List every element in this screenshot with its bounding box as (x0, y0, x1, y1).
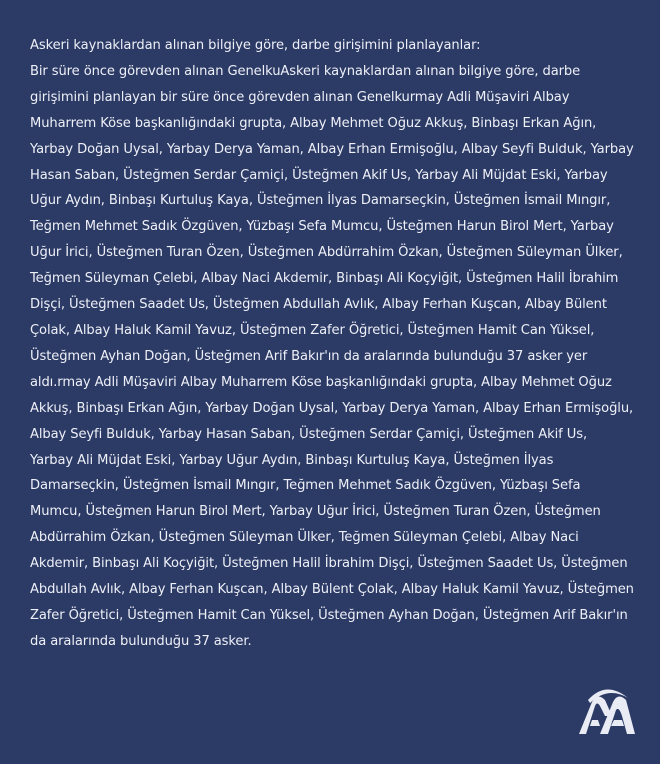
article-text (30, 33, 634, 655)
article-heading: Askeri kaynaklardan alınan bilgiye göre, darbe girişimini planlayanlar: (30, 38, 481, 53)
article-body: Bir süre önce görevden alınan GenelkuAskeri kaynaklardan alınan bilgiye göre, darbe girişimini planlayan bir süre önce görevden alınan Genelkurmay Adli Müşaviri Albay Muharrem Köse başkanlığındaki grupta, Albay Mehmet Oğuz Akkuş, Binbaşı Erkan Ağın, Yarbay Doğan Uysal, Yarbay Derya Yaman, Albay Erhan Ermişoğlu, Albay Seyfi Bulduk, Yarbay Hasan Saban, Üsteğmen Serdar Çamiçi, Üsteğmen Akif Us, Yarbay Ali Müjdat Eski, Yarbay Uğur Aydın, Binbaşı Kurtuluş Kaya, Üsteğmen İlyas Damarseçkin, Üsteğmen İsmail Mıngır, Teğmen Mehmet Sadık Özgüven, Yüzbaşı Sefa Mumcu, Üsteğmen Harun Birol Mert, Yarbay Uğur İrici, Üsteğmen Turan Özen, Üsteğmen Abdürrahim Özkan, Üsteğmen Süleyman Ülker, Teğmen Süleyman Çelebi, Albay Naci Akdemir, Binbaşı Ali Koçyiğit, Üsteğmen Halil İbrahim Dişçi, Üsteğmen Saadet Us, Üsteğmen Abdullah Avlık, Albay Ferhan Kuşcan, Albay Bülent Çolak, Albay Haluk Kamil Yavuz, Üsteğmen Zafer Öğretici, Üsteğmen Hamit Can Yüksel, Üsteğmen Ayhan Doğan, Üsteğmen Arif Bakır'ın da aralarında bulunduğu 37 asker yer aldı.rmay Adli Müşaviri Albay Muharrem Köse başkanlığındaki grupta, Albay Mehmet Oğuz Akkuş, Binbaşı Erkan Ağın, Yarbay Doğan Uysal, Yarbay Derya Yaman, Albay Erhan Ermişoğlu, Albay Seyfi Bulduk, Yarbay Hasan Saban, Üsteğmen Serdar Çamiçi, Üsteğmen Akif Us, Yarbay Ali Müjdat Eski, Yarbay Uğur Aydın, Binbaşı Kurtuluş Kaya, Üsteğmen İlyas Damarseçkin, Üsteğmen İsmail Mıngır, Teğmen Mehmet Sadık Özgüven, Yüzbaşı Sefa Mumcu, Üsteğmen Harun Birol Mert, Yarbay Uğur İrici, Üsteğmen Turan Özen, Üsteğmen Abdürrahim Özkan, Üsteğmen Süleyman Ülker, Teğmen Süleyman Çelebi, Albay Naci Akdemir, Binbaşı Ali Koçyiğit, Üsteğmen Halil İbrahim Dişçi, Üsteğmen Saadet Us, Üsteğmen Abdullah Avlık, Albay Ferhan Kuşcan, Albay Bülent Çolak, Albay Haluk Kamil Yavuz, Üsteğmen Zafer Öğretici, Üsteğmen Hamit Can Yüksel, Üsteğmen Ayhan Doğan, Üsteğmen Arif Bakır'ın da aralarında bulunduğu 37 asker. (30, 63, 634, 649)
aa-logo-icon (578, 686, 636, 736)
